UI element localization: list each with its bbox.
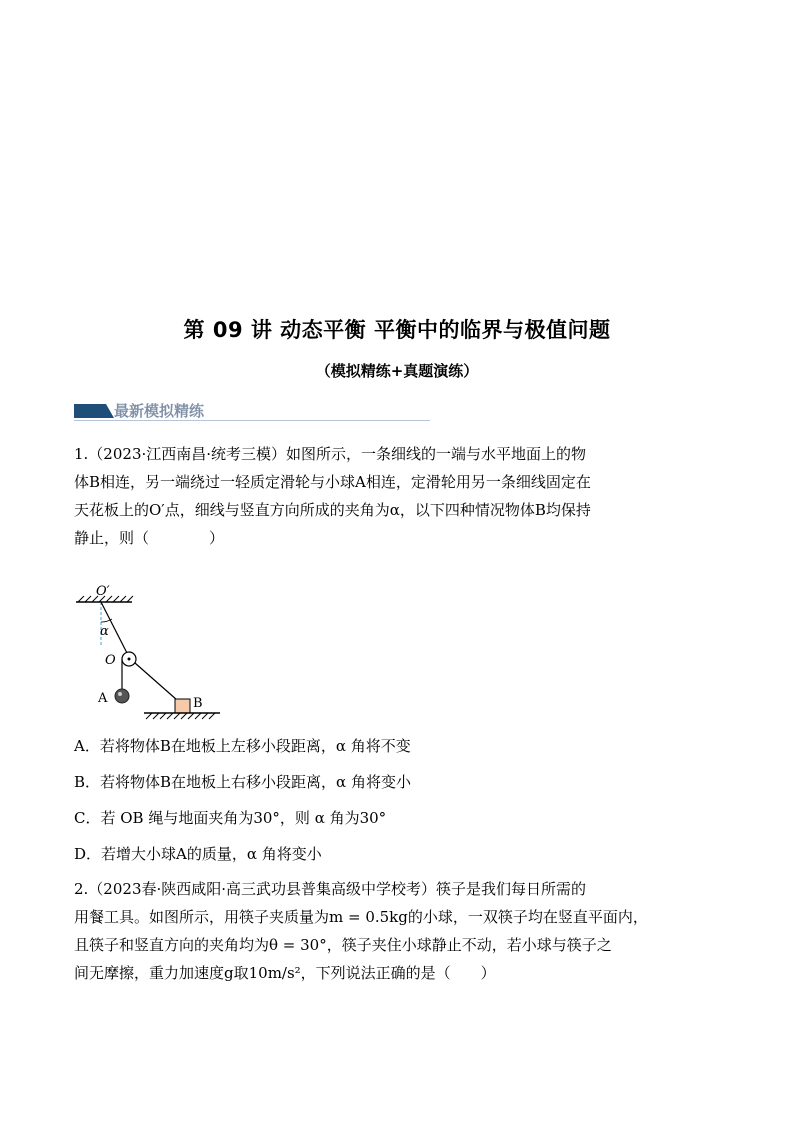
- question-1-line: 静止，则（ ）: [74, 529, 225, 547]
- question-1-line: 体B相连，另一端绕过一轻质定滑轮与小球A相连，定滑轮用另一条细线固定在: [74, 473, 591, 491]
- question-2-stem: [74, 875, 724, 987]
- page-title: 第 09 讲 动态平衡 平衡中的临界与极值问题: [183, 318, 611, 342]
- pulley-diagram: [74, 585, 234, 725]
- option-d: D．若增大小球A的质量，α 角将变小: [74, 845, 322, 863]
- question-1-stem: [74, 440, 724, 552]
- label-alpha: α: [100, 624, 109, 639]
- section-underline: [74, 420, 430, 421]
- question-1-line: 天花板上的O′点，细线与竖直方向所成的夹角为α，以下四种情况物体B均保持: [74, 501, 591, 519]
- label-b: B: [193, 696, 203, 711]
- ball-a-highlight: [118, 692, 122, 696]
- option-c: C．若 OB 绳与地面夹角为30°，则 α 角为30°: [74, 809, 387, 827]
- string-to-block-b: [135, 663, 177, 700]
- question-1-options: [74, 732, 724, 876]
- label-o-prime: O′: [96, 584, 110, 599]
- question-2-line: 间无摩擦，重力加速度g取10m/s²，下列说法正确的是（ ）: [74, 964, 496, 982]
- label-a: A: [98, 691, 108, 706]
- ball-a: [115, 689, 129, 703]
- section-header: [74, 398, 430, 424]
- question-2-line: 用餐工具。如图所示，用筷子夹质量为m = 0.5kg的小球，一双筷子均在竖直平面内，: [74, 908, 648, 926]
- section-header-bar: [74, 404, 114, 418]
- block-b: [175, 699, 190, 713]
- option-b: B．若将物体B在地板上右移小段距离，α 角将变小: [74, 773, 411, 791]
- question-1-line: 1.（2023·江西南昌·统考三模）如图所示，一条细线的一端与水平地面上的物: [74, 445, 587, 463]
- question-2-line: 2.（2023春·陕西咸阳·高三武功县普集高级中学校考）筷子是我们每日所需的: [74, 880, 587, 898]
- page-subtitle: （模拟精练+真题演练）: [315, 362, 479, 380]
- label-o: O: [105, 653, 116, 668]
- question-2-line: 且筷子和竖直方向的夹角均为θ = 30°，筷子夹住小球静止不动，若小球与筷子之: [74, 936, 612, 954]
- section-heading-text: 最新模拟精练: [114, 402, 205, 420]
- floor-hatching: [146, 713, 215, 719]
- option-a: A．若将物体B在地板上左移小段距离，α 角将不变: [74, 737, 411, 755]
- pulley-axle: [128, 658, 131, 661]
- question-1-figure: [74, 585, 234, 725]
